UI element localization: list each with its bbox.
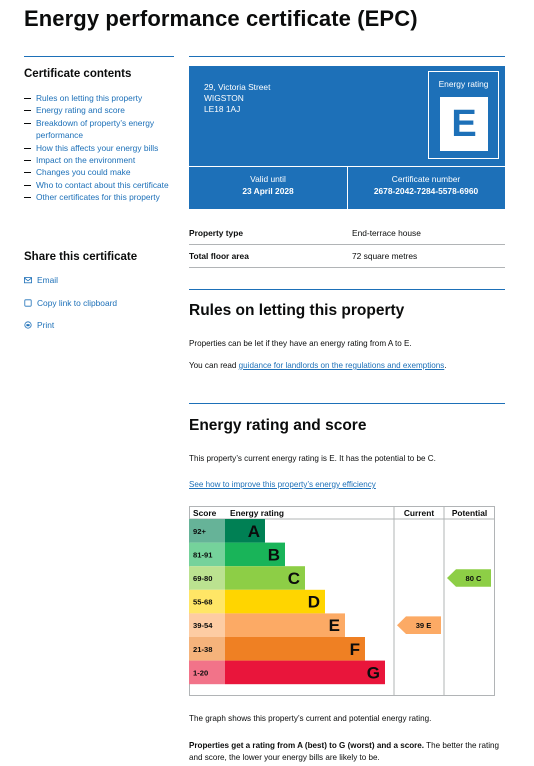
score-range-d: 55-68 <box>193 597 213 607</box>
rules-p2-suffix: . <box>444 361 447 370</box>
rules-heading: Rules on letting this property <box>189 302 405 319</box>
contents-list <box>24 92 174 204</box>
current-header: Current <box>403 508 435 518</box>
energy-divider <box>189 403 505 404</box>
share-email-label: Email <box>37 275 58 285</box>
contents-heading: Certificate contents <box>24 68 132 80</box>
contents-link-energy-bills[interactable]: How this affects your energy bills <box>24 142 174 154</box>
rating-summary <box>189 740 505 763</box>
certificate-number-label: Certificate number <box>391 174 461 184</box>
valid-until-label: Valid until <box>250 174 286 184</box>
property-type-key: Property type <box>189 228 243 238</box>
current-rating-label: 39 E <box>415 621 432 631</box>
rating-bar-f <box>225 637 365 661</box>
energy-rating-label: Energy rating <box>438 79 489 89</box>
share-copy-label: Copy link to clipboard <box>37 297 118 308</box>
property-details <box>189 222 505 268</box>
rating-summary-rest: The better the rating and score, the lower your energy bills are likely to be. <box>189 741 500 762</box>
share-list <box>24 274 117 342</box>
address-line-2: WIGSTON <box>204 93 244 104</box>
rules-paragraph-2 <box>189 360 505 372</box>
score-range-g: 1-20 <box>193 668 209 678</box>
energy-rating-chart <box>189 506 495 696</box>
contents-link-rules[interactable]: Rules on letting this property <box>24 92 174 104</box>
share-heading: Share this certificate <box>24 251 138 263</box>
score-range-e: 39-54 <box>193 621 213 631</box>
improve-efficiency-link[interactable]: See how to improve this property’s energy efficiency <box>189 480 376 489</box>
share-email-link[interactable] <box>24 274 117 286</box>
contents-link-environment[interactable]: Impact on the environment <box>24 154 174 166</box>
certificate-number-cell <box>347 173 505 197</box>
share-print-link[interactable] <box>24 319 117 331</box>
page-title: Energy performance certificate (EPC) <box>24 6 418 31</box>
rating-bar-g <box>225 661 385 685</box>
contents-link-other-certificates[interactable]: Other certificates for this property <box>24 191 174 203</box>
rating-letter-g: G <box>366 663 380 683</box>
contents-link-changes[interactable]: Changes you could make <box>24 166 174 178</box>
energy-heading: Energy rating and score <box>189 417 367 434</box>
main-divider-top <box>189 56 505 57</box>
valid-until-value: 23 April 2028 <box>242 186 294 196</box>
property-row <box>189 222 505 245</box>
rules-divider <box>189 289 505 290</box>
rules-paragraph-1: Properties can be let if they have an energy rating from A to E. <box>189 339 412 348</box>
address-line-3: LE18 1AJ <box>204 104 241 115</box>
rating-letter-b: B <box>267 545 280 565</box>
property-row <box>189 245 505 268</box>
rating-letter-a: A <box>247 521 260 541</box>
graph-note: The graph shows this property’s current and potential energy rating. <box>189 714 432 723</box>
share-copy-link[interactable] <box>24 297 117 309</box>
rating-letter-c: C <box>287 569 300 588</box>
contents-link-contact[interactable]: Who to contact about this certificate <box>24 179 174 191</box>
contents-link-energy-rating[interactable]: Energy rating and score <box>24 104 174 116</box>
property-address <box>204 82 270 116</box>
envelope-icon <box>24 276 32 284</box>
potential-rating-label: 80 C <box>465 574 482 583</box>
energy-rating-header: Energy rating <box>230 508 284 518</box>
rating-bar-e <box>225 613 345 637</box>
contents-link-breakdown[interactable]: Breakdown of property’s energy performance <box>24 117 174 142</box>
rating-summary-bold: Properties get a rating from A (best) to G (worst) and a score. <box>189 741 425 750</box>
potential-header: Potential <box>451 508 488 518</box>
property-type-value: End-terrace house <box>352 228 421 238</box>
rating-letter-d: D <box>307 592 320 612</box>
rating-letter-e: E <box>328 616 340 636</box>
floor-area-key: Total floor area <box>189 251 249 261</box>
score-header: Score <box>193 508 217 518</box>
rules-p2-prefix: You can read <box>189 361 239 370</box>
score-range-a: 92+ <box>193 526 206 536</box>
score-range-f: 21-38 <box>193 644 213 654</box>
sidebar-divider <box>24 56 174 57</box>
valid-until-cell <box>189 173 347 197</box>
landlord-guidance-link[interactable]: guidance for landlords on the regulations and exemptions <box>238 361 445 370</box>
floor-area-value: 72 square metres <box>352 251 418 261</box>
rating-letter-f: F <box>349 639 360 659</box>
copy-icon <box>24 299 32 307</box>
address-line-1: 29, Victoria Street <box>204 82 271 92</box>
share-print-label: Print <box>37 320 55 331</box>
energy-rating-panel <box>428 71 499 159</box>
epc-summary-box <box>189 66 505 209</box>
score-range-b: 81-91 <box>193 550 213 560</box>
print-icon <box>24 321 32 329</box>
certificate-number-value: 2678-2042-7284-5578-6960 <box>373 186 479 196</box>
score-range-c: 69-80 <box>193 574 213 583</box>
energy-paragraph: This property’s current energy rating is E. It has the potential to be C. <box>189 454 436 463</box>
energy-rating-letter: E <box>440 97 488 151</box>
